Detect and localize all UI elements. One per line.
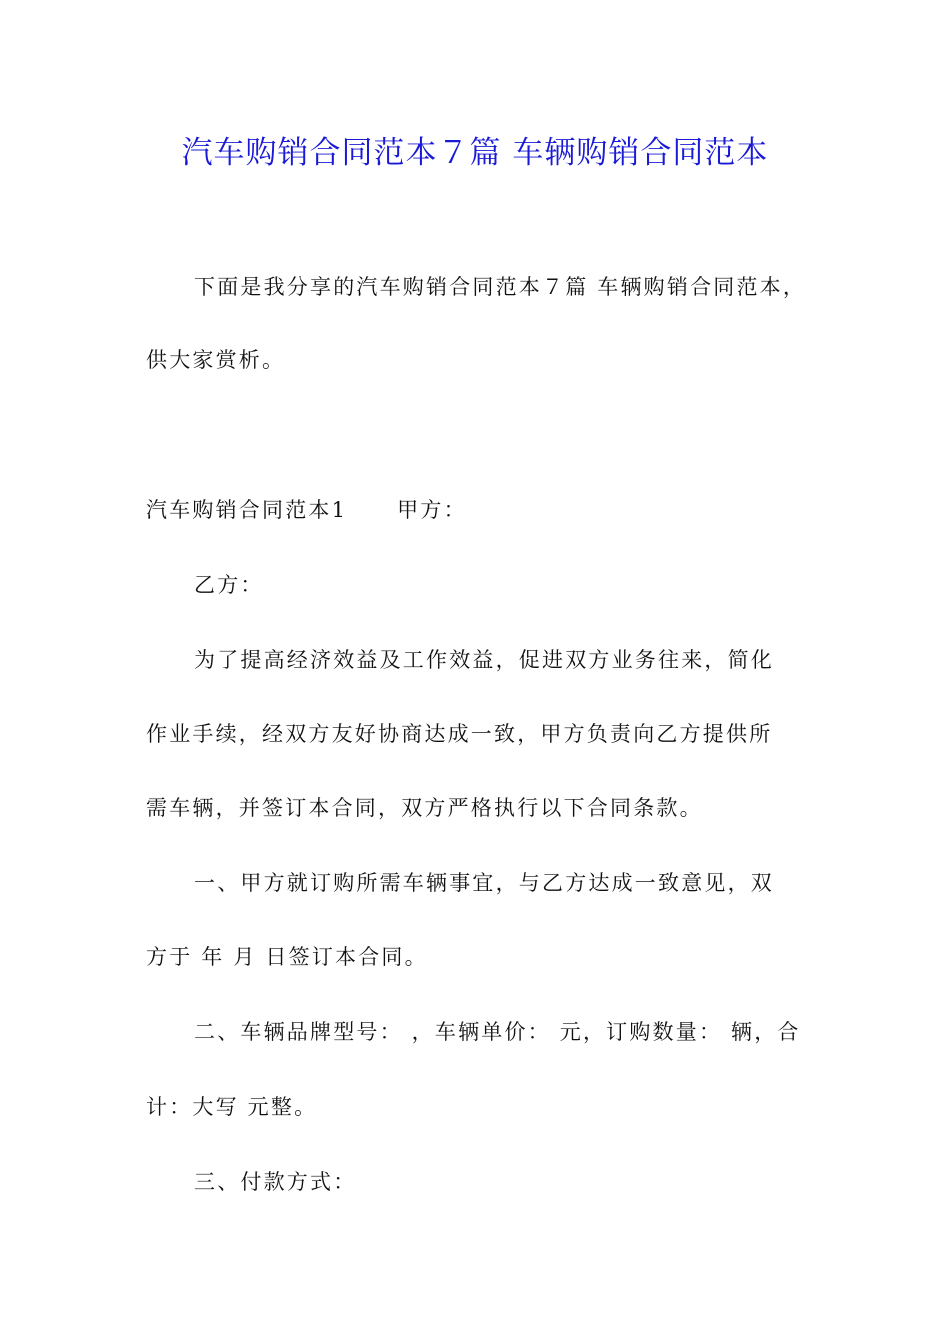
clause-2-line-1: 二、车辆品牌型号： ，车辆单价： 元，订购数量： 辆，合 bbox=[194, 1020, 801, 1044]
clause-3-line-1: 三、付款方式： bbox=[194, 1170, 357, 1194]
paragraph-1-line-1: 为了提高经济效益及工作效益，促进双方业务往来，简化 bbox=[194, 648, 774, 672]
party-b-label: 乙方： bbox=[194, 573, 264, 597]
intro-line-2: 供大家赏析。 bbox=[146, 348, 286, 372]
clause-1-line-2: 方于 年 月 日签订本合同。 bbox=[146, 945, 428, 969]
paragraph-1-line-2: 作业手续，经双方友好协商达成一致，甲方负责向乙方提供所 bbox=[146, 722, 773, 746]
section-1-heading: 汽车购销合同范本1 bbox=[146, 498, 348, 522]
clause-1-line-1: 一、甲方就订购所需车辆事宜，与乙方达成一致意见，双 bbox=[194, 871, 774, 895]
paragraph-1-line-3: 需车辆，并签订本合同，双方严格执行以下合同条款。 bbox=[146, 796, 703, 820]
document-title: 汽车购销合同范本７篇 车辆购销合同范本 bbox=[181, 135, 769, 171]
party-a-label: 甲方： bbox=[397, 498, 467, 522]
intro-line-1: 下面是我分享的汽车购销合同范本７篇 车辆购销合同范本， bbox=[194, 275, 807, 299]
section-1-heading-row bbox=[146, 495, 467, 525]
clause-2-line-2: 计：大写 元整。 bbox=[146, 1095, 318, 1119]
